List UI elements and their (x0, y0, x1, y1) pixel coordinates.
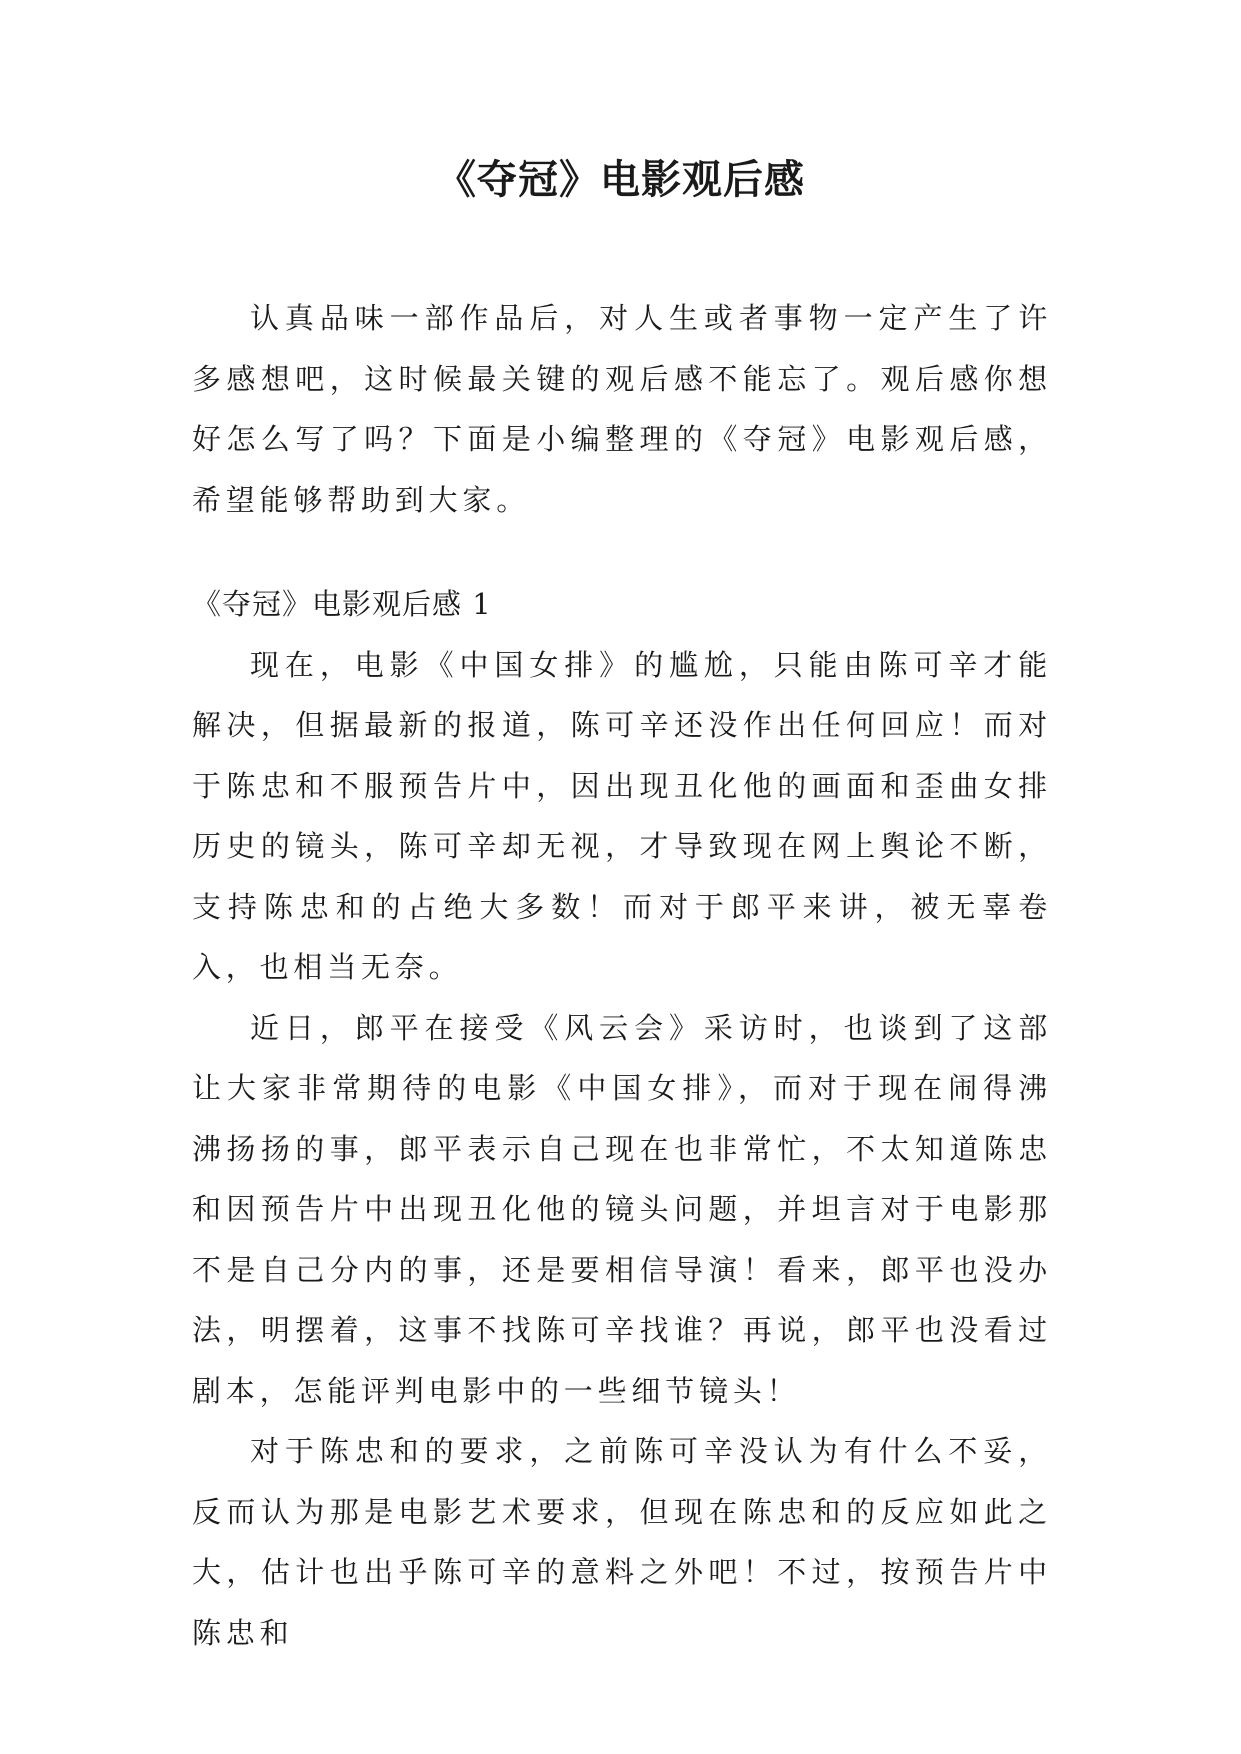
document-title: 《夺冠》电影观后感 (436, 156, 805, 203)
intro-paragraph: 认真品味一部作品后，对人生或者事物一定产生了许多感想吧，这时候最关键的观后感不能忘了。观后感你想好怎么写了吗？下面是小编整理的《夺冠》电影观后感，希望能够帮助到大家。 (192, 301, 1052, 517)
section-heading: 《夺冠》电影观后感 1 (192, 587, 492, 621)
body-paragraph-2: 近日，郎平在接受《风云会》采访时，也谈到了这部让大家非常期待的电影《中国女排》，而对于现在闹得沸沸扬扬的事，郎平表示自己现在也非常忙，不太知道陈忠和因预告片中出现丑化他的镜头问题，并坦言对于电影那不是自己分内的事，还是要相信导演！看来，郎平也没办法，明摆着，这事不找陈可辛找谁？再说，郎平也没看过剧本，怎能评判电影中的一些细节镜头！ (192, 1010, 1052, 1408)
document-body (192, 288, 1052, 1663)
body-paragraph-1: 现在，电影《中国女排》的尴尬，只能由陈可辛才能解决，但据最新的报道，陈可辛还没作出任何回应！而对于陈忠和不服预告片中，因出现丑化他的画面和歪曲女排历史的镜头，陈可辛却无视，才导致现在网上舆论不断，支持陈忠和的占绝大多数！而对于郎平来讲，被无辜卷入，也相当无奈。 (192, 647, 1052, 984)
body-paragraph-3: 对于陈忠和的要求，之前陈可辛没认为有什么不妥，反而认为那是电影艺术要求，但现在陈忠和的反应如此之大，估计也出乎陈可辛的意料之外吧！不过，按预告片中陈忠和 (192, 1434, 1052, 1650)
